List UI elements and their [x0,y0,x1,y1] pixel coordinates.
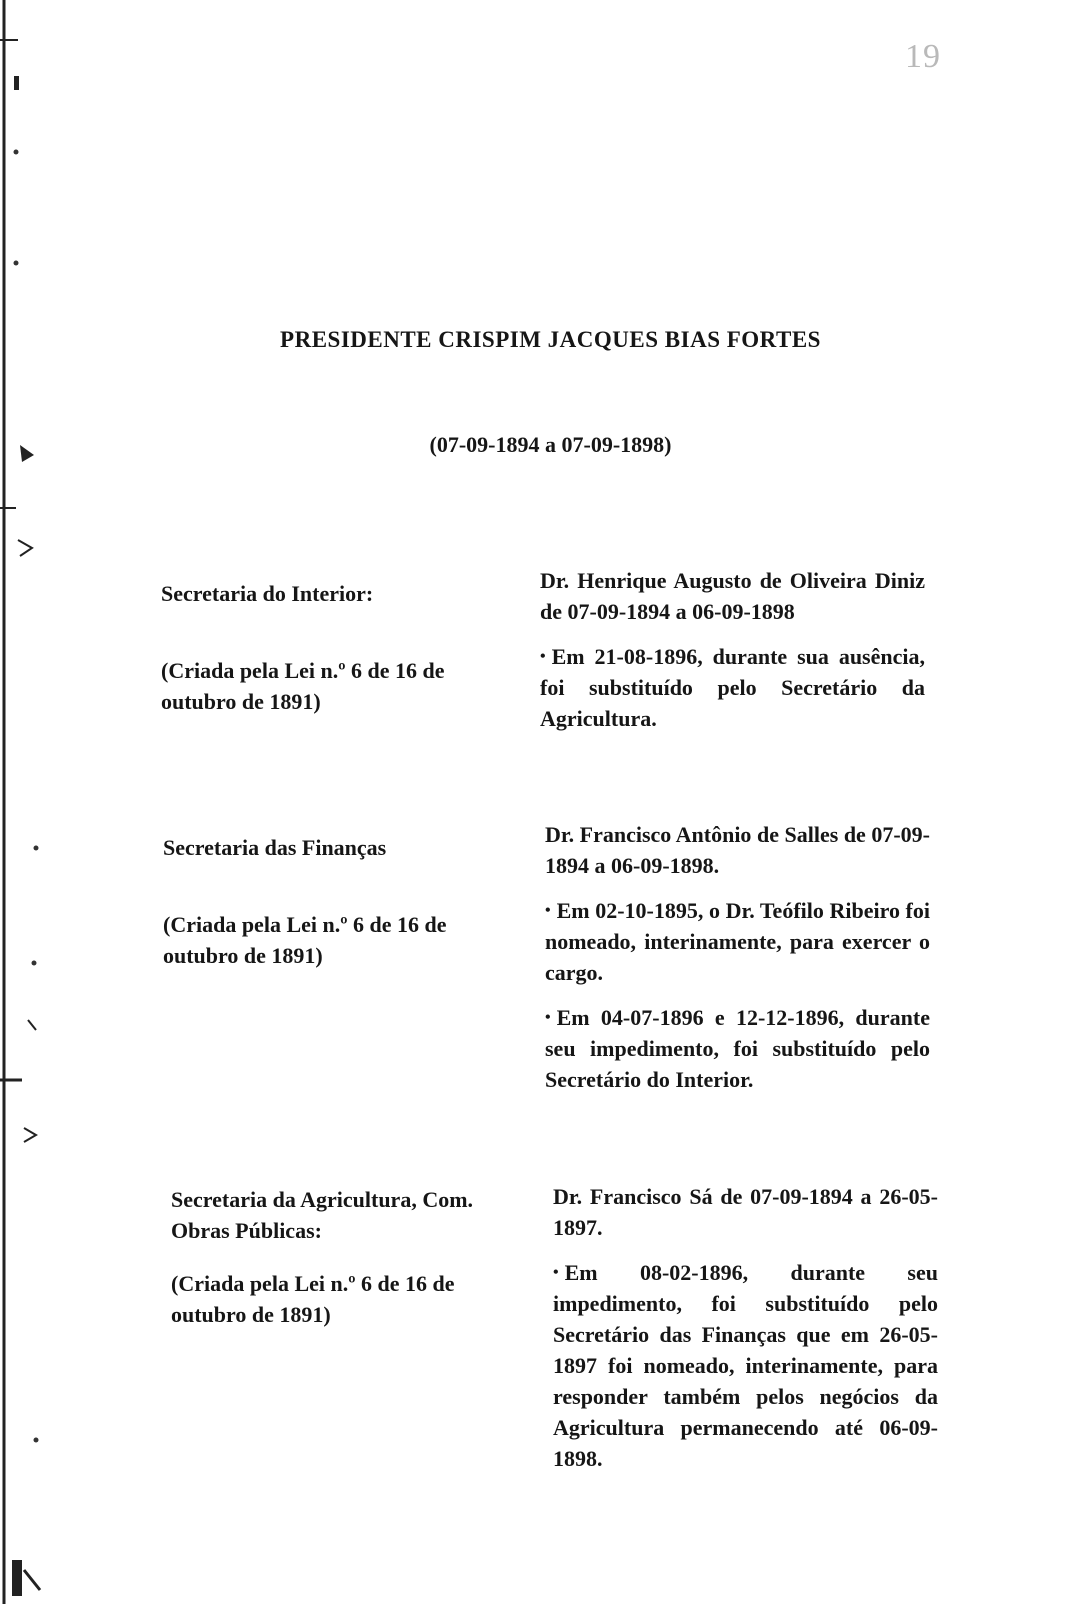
secretary-holder: Dr. Henrique Augusto de Oliveira Diniz de 07-09-1894 a 06-09-1898 [540,568,925,624]
secretariat-finance [163,832,508,971]
creation-note: (Criada pela Lei n.º 6 de 16 de outubro de 1891) [171,1271,455,1327]
secretary-holder: Dr. Francisco Sá de 07-09-1894 a 26-05-1897. [553,1184,938,1240]
bullet-icon: • [553,1264,559,1281]
bullet-icon: • [540,648,546,665]
secretary-note: • Em 08-02-1896, durante seu impedimento, foi substituído pelo Secretário das Finanças que em 26-05-1897 foi nomeado, interinamente, para responder também pelos negócios da Agricultura permanecendo até 06-09-1898. [553,1260,938,1471]
secretariat-interior [161,578,506,717]
secretariat-name: Secretaria da Agricultura, Com. Obras Públicas: [171,1187,474,1243]
binding-edge-marks [0,0,44,1604]
secretary-finance [545,819,930,1109]
page-title: PRESIDENTE CRISPIM JACQUES BIAS FORTES [280,327,821,352]
secretary-agriculture [553,1181,938,1488]
secretary-note: • Em 02-10-1895, o Dr. Teófilo Ribeiro foi nomeado, interinamente, para exercer o cargo. [545,898,930,985]
secretariat-name: Secretaria do Interior: [161,581,374,606]
secretary-interior [540,565,925,748]
secretary-note: • Em 04-07-1896 e 12-12-1896, durante seu impedimento, foi substituído pelo Secretário do Interior. [545,1005,930,1092]
creation-note: (Criada pela Lei n.º 6 de 16 de outubro de 1891) [161,658,445,714]
secretariat-name: Secretaria das Finanças [163,835,387,860]
term-period: (07-09-1894 a 07-09-1898) [429,432,672,457]
page-number: 19 [905,38,941,75]
creation-note: (Criada pela Lei n.º 6 de 16 de outubro de 1891) [163,912,447,968]
secretary-note: • Em 21-08-1896, durante sua ausência, foi substituído pelo Secretário da Agricultura. [540,644,925,731]
secretary-holder: Dr. Francisco Antônio de Salles de 07-09-1894 a 06-09-1898. [545,822,930,878]
secretariat-agriculture [171,1184,516,1330]
bullet-icon: • [545,902,551,919]
bullet-icon: • [545,1009,551,1026]
